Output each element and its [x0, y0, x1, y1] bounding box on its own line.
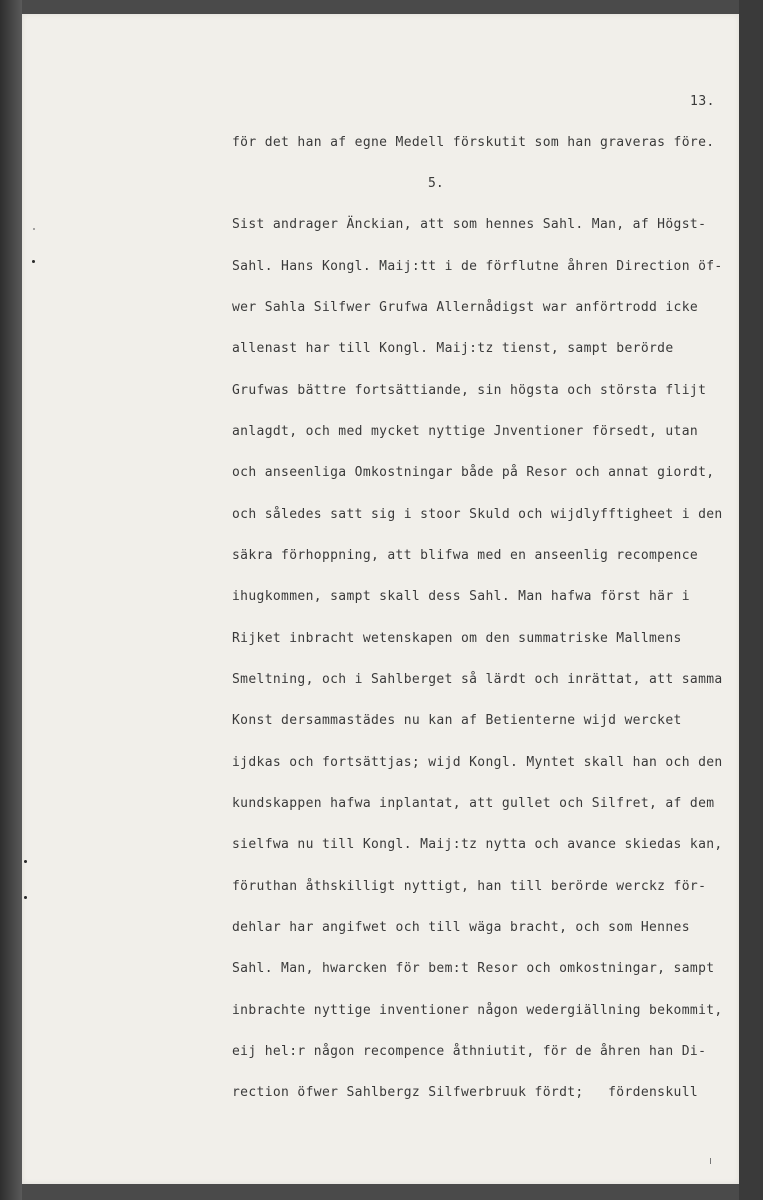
text-line: Sist andrager Änckian, att som hennes Sahl. Man, af Högst-: [232, 217, 707, 232]
text-line: ihugkommen, sampt skall dess Sahl. Man hafwa först här i: [232, 589, 690, 604]
text-line: inbrachte nyttige inventioner någon wedergiällning bekommit,: [232, 1003, 723, 1018]
text-line: Grufwas bättre fortsättiande, sin högsta och största flijt: [232, 383, 707, 398]
scanner-border-right: [739, 0, 763, 1200]
margin-mark: [33, 228, 35, 230]
text-line: anlagdt, och med mycket nyttige Jnventioner försedt, utan: [232, 424, 699, 439]
text-line: dehlar har angifwet och till wäga bracht, och som Hennes: [232, 920, 690, 935]
margin-mark: [24, 860, 27, 863]
text-line: och således satt sig i stoor Skuld och wijdlyfftigheet i den: [232, 507, 723, 522]
margin-mark: [32, 260, 35, 263]
text-line: säkra förhoppning, att blifwa med en anseenlig recompence: [232, 548, 699, 563]
margin-tick: [710, 1158, 711, 1164]
text-line: Smeltning, och i Sahlberget så lärdt och inrättat, att samma: [232, 672, 723, 687]
text-line: kundskappen hafwa inplantat, att gullet och Silfret, af dem: [232, 796, 715, 811]
text-line: Konst dersammastädes nu kan af Betienterne wijd wercket: [232, 713, 682, 728]
text-line: och anseenliga Omkostningar både på Resor och annat giordt,: [232, 465, 715, 480]
text-line: för det han af egne Medell förskutit som han graveras före.: [232, 135, 715, 150]
text-line: eij hel:r någon recompence åthniutit, för de åhren han Di-: [232, 1044, 707, 1059]
text-line: Sahl. Man, hwarcken för bem:t Resor och omkostningar, sampt: [232, 961, 715, 976]
text-line: föruthan åthskilligt nyttigt, han till berörde werckz för-: [232, 879, 707, 894]
text-line: allenast har till Kongl. Maij:tz tienst, sampt berörde: [232, 341, 674, 356]
page-number: 13.: [690, 94, 715, 109]
text-line: Sahl. Hans Kongl. Maij:tt i de förflutne åhren Direction öf-: [232, 259, 723, 274]
margin-mark: [24, 896, 27, 899]
scanner-border-left: [0, 0, 22, 1200]
section-number: 5.: [428, 176, 444, 191]
text-line: wer Sahla Silfwer Grufwa Allernådigst war anförtrodd icke: [232, 300, 699, 315]
text-line: rection öfwer Sahlbergz Silfwerbruuk fördt; fördenskull: [232, 1085, 699, 1100]
text-line: Rijket inbracht wetenskapen om den summatriske Mallmens: [232, 631, 682, 646]
text-line: ijdkas och fortsättjas; wijd Kongl. Myntet skall han och den: [232, 755, 723, 770]
text-line: sielfwa nu till Kongl. Maij:tz nytta och avance skiedas kan,: [232, 837, 723, 852]
